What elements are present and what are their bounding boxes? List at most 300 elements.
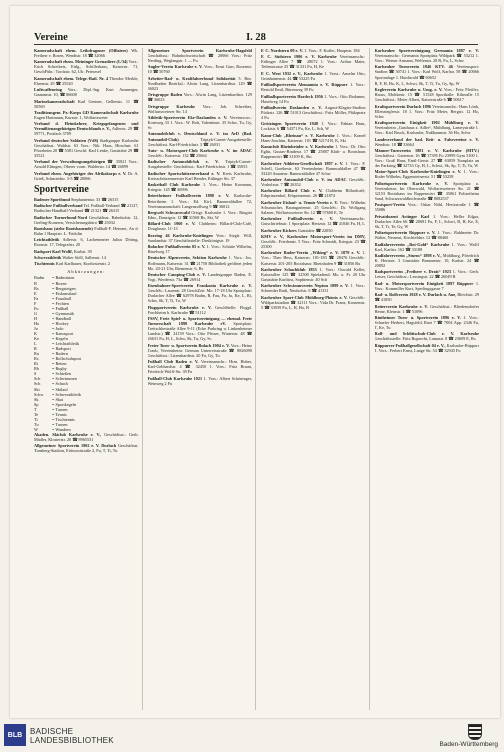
abbreviation-key: Ju [34,325,38,331]
abbreviation-key: Ti [34,416,38,422]
club-details: Geschäftsst. Turnberg-Stadion, Eisbooststraße 2, Fu, T, Ti, Tu [34,443,139,454]
club-details: Vors.: Wilhelm Schumacher, Baumgartenstr. 25 GeschSt.: Dr. Wolfgang Salzner, Wolfartsweierer Str. 12 ☎ 57600 E, Te [261,199,366,215]
club-entry [375,253,480,268]
club-details: Kreis Karlsruhe, Kreisschützenmeister Karl Bender, Ettlinger Str. 37 [147,170,252,181]
club-entry [261,216,366,226]
club-details: Karlstr. 39 [73,248,92,254]
club-details: Wendtstr. 18 ☎ 33664 [374,141,414,147]
club-details: Vereinsanschr.: Hrm. Huber, Karl-Gebhardstr. 4 ☎ 32450 1. Vors.: Fritz Braun, Friedrich-Wolff-Str. 39 Fu [147,359,252,375]
club-name: Flugsportverein Karlsruhe e. V. [147,304,212,310]
club-entry [375,343,480,353]
abbreviation-key: G [34,310,38,316]
club-details: Dr. A. Grieß, Schmiedstr. 3-5 ☎ 20066 [34,170,139,181]
club-details: Vereinsanschr.: Ettlinger Allee 7 ☎ 28072 1. Vors.: Arthur Maier, Teilenstrasse 25 ☎ 31331 Fu, H, Ke [261,54,366,70]
club-entry [261,144,366,159]
abbreviation-key: T [34,406,37,412]
club-name: Automobilclub v. Deutschland e. V. im AvD (Bad. Automobil-Club) [147,131,252,142]
club-name: Marinekameradschaft [34,98,75,104]
club-name: Allgemeiner Sportverein Karlsruhe-Hagsfeld [147,48,252,53]
abbreviation-key: H [34,315,38,321]
club-details: 1. Vors.: Wolff Karl, Karlstr. 162 ☎ 33188 [374,241,479,252]
club-entry [261,82,366,92]
club-entry [148,210,253,220]
abbreviation-key: Fu [34,305,39,311]
section-title: Sportvereine [34,183,89,195]
club-details: 1. Vors.: Schaefer Herbert, Hagsfeld, Ruet 7 ☎ 7004 App. 2346 Fu, T, Ke, Tu [374,314,479,330]
club-details: GeschSt.: Laurentr. 28 GeschZeit: Mo. 17-18 Uhr Sportplatz: Durlacher Allee ☎ 62978 Badm, B, Fau, Fu, Ju, Ke, L, Ri, Schw, Sk, T, Ti, Tu, W [147,288,252,304]
club-entry [148,104,253,114]
club-details: Theodor Merkle, Ehrenstr. 29 ☎ 25520 [34,75,139,86]
club-name: Kanu-Club „Rheinau“ e. V. Karlsruhe [261,132,335,138]
abbreviation-key: L [34,341,37,347]
club-details: Adlerstr. 29 ☎ 59771, Postfach 3709 [34,126,139,137]
club-name: Kameradschaft ehem. Leibdragoner (Offiziere) [34,48,128,53]
club-details: Triptyk-Carnet-Ausgabestelle: Geschäftsst.: Karl-Friedrichstr. 1 ☎ 35053 [147,159,252,170]
club-entry [148,233,253,243]
club-entry [375,315,480,330]
abbreviation-key: Tu [34,421,39,427]
club-name: Karlsruher Ruder-Verein „Wiking“ e. V. 1879 e. V. [261,250,361,256]
abbreviation-meaning: = Turnen [52,406,68,412]
club-name: Fußball-Club Karlsruhe 1921 [147,375,203,381]
club-entry [34,237,139,247]
club-details: Sportplatz u. Vereinsheim: Im Oberwald, Wolfartsweierer Str. 21 ☎ 32153 Bootshaus im Rappenwört ☎ 35061 Polizeiheim Sand, Schwarzwaldhochstraße ☎ 8082537 [374,180,479,201]
club-name: F. C. Nordstern 09 e. V. [261,48,304,53]
library-name-line1: BADISCHE [30,727,74,736]
state-name: Baden-Württemberg [439,741,498,748]
club-name: Auto- u. Motorsport-Club Karlsruhe e. V. im ADAC [147,147,252,153]
club-details: Gaststätte ☎ 22050 [297,227,333,233]
club-name: Kraftsportverein Einigkeit 1902 Mühlburg e. V. [374,120,479,126]
club-details: Walter Stöll, Sallenstr. 14 [62,255,106,261]
club-name: Deutscher Camping-Club e. V. [147,271,206,277]
club-entry [261,228,366,233]
club-entry [148,255,253,270]
club-entry [148,376,253,386]
abbreviation-key: E [34,290,37,296]
abbreviation-meaning: = Kanusport [52,331,74,336]
abbreviation-key: Bs [34,285,39,291]
club-details: Adlerstr. 6, Lachenmeier Julius Döring, Roonstr. 17, Telegrafstr. 20 [34,237,139,248]
club-name: Karlsruher Schachklub 1853 [261,266,317,272]
club-name: F. C. Südstern 1906 e. V. Karlsruhe [261,54,337,60]
club-entry [148,244,253,254]
club-name: Karlsruher Schwimmverein Neptun 1899 e. V. [261,283,349,289]
club-name: Kanuclub Rheinbrüder e. V. Karlsruhe [261,144,334,150]
abbreviation-key: B [34,280,37,286]
club-details: Vors.: Heinz Traub, Vereinsheim: German Unterreisstraße ☎ 8826090 Geschäftsst.: Litzenhardtstr. 20 Fu, Gy, Tu [147,342,252,358]
club-name: Billard-Club 1960 e. V. [147,221,196,227]
club-details: 1. Vors.: Rahlmeier Dr. Walter, Neureut, Kirchfeldstr. 12 ☎ 88460 [374,230,479,241]
club-details: GeschSt.: Vorholzstr. 7 ☎ 26352 [261,177,366,188]
club-details: 1. Vors.: Oswald Keller, Kaiserallee 125 ☎ 32500 Spieladend: Mo. u. Fr. 20 Uhr Gaststätte Kurfürst, Sophienstr. 40 Sch [261,266,366,282]
abbreviation-key: Rs [34,356,39,362]
club-details: Karl Karlbauer, Kurfürstenstr. 2 [55,261,111,267]
club-details: Mühlburg, Pfriedrich K. Hertzstr. 3 Gaststätte Brunnenstr. 10, Karlstr. 24 ☎ 20892 [374,252,480,268]
club-entry [375,304,480,314]
club-entry [148,272,253,282]
club-details: Geschäftsst.: Bahnhofswirtschaft ☎ 20066 Vors.: Fritz Nerding, Weglangstr. 1 — Fu [147,53,252,64]
club-details: Vors.: Alwin Lang, Litzenhardtstr. 129 ☎ 36023 [147,92,252,103]
club-entry [261,188,366,198]
club-name: Karlsruher Fußballverein e. V. [261,216,334,222]
club-details: GeschStelle: Flugpl. Forchheim b. Karlsruhe ☎ 51112 [147,304,252,315]
club-name: Fußballsportverein Hardeck 1956 [261,93,323,99]
abbreviation-key: Fa [34,295,39,301]
club-entry [375,242,480,252]
abbreviation-meaning: = Turnen [52,421,68,427]
club-entry [34,215,139,225]
club-details: GeschSt.: Friedenstr. 5 Vors.: Fritz Schmidt, Kriegstr. 23 ☎ 25300 [261,239,366,250]
club-name: Fußballverein Daxlanden e. V. [261,104,322,110]
club-details: Clubheim Billardcafé, Erbprinzenhof, Erbprinzenstr. 26 ☎ 21874 [261,188,366,199]
club-details: Geschäftsst.: Bliedensdorfer Heine, Kleinstr. 1 ☎ 51096 [374,303,480,314]
running-head-section: Vereine [34,32,68,43]
running-head [34,32,478,45]
club-entry [148,193,253,208]
abbreviation-meaning: = Hockey [52,320,69,326]
club-name: Badischer Automobilclub e. V. [147,159,219,165]
club-name: Verband deutscher Soldaten (VdS) [34,137,99,143]
abbreviation-meaning: = Schwerathletik [52,391,81,397]
club-entry [261,234,366,249]
club-entry [34,249,139,254]
abbreviation-key: Rb [34,366,39,372]
club-entry [34,138,139,158]
club-name: Kraftsportverein Durlach 1896 [374,103,432,109]
abbreviation-key: Badm [34,275,45,281]
club-name: Karlsruher Sport-Club Mühlburg-Phönix e. V. [261,294,348,300]
club-entry [148,182,253,192]
abbreviation-meaning: = Eiskunstlauf [52,290,77,296]
club-name: KMV e. V., Karlsruher Motorsport-Verein im DMV, [261,234,366,239]
text-columns [34,48,482,710]
club-entry [148,316,253,341]
club-name: Boxring 46 Karlsruhe-Knielingen [147,232,213,238]
club-name: Badischer Turnerbund-Nord [34,214,88,220]
club-name: Athletik-Sportverein Eke-Daxlanden e. V. [147,115,228,121]
abbreviation-meaning: = Schach [52,381,68,387]
club-details: Vereinsvors.: Kornweg 33 1. Vors.: W. Roh, Valentinstr. 35 Schw, Tu, Gy, Sc [147,115,252,131]
club-details: 1. Vors.: Gerh. Leiser, Geschäftsst.: Lessingstr. 22 ☎ 26049 R [374,269,479,280]
abbreviation-meaning: = Schwimmen [52,376,77,382]
club-details: 1. Vors.: Jos. Hoffmann, Kaiserstr. 31 ☎ 21758 Bibliothek geöffnet jeden Mo. 20-21 Uhr, Riemenstr. 6, Bs [147,255,252,271]
club-entry [375,269,480,279]
library-name [30,727,114,745]
club-details: Clubheim: Billard-Club-Café, Douglasstr. 11-13 [147,221,253,232]
club-entry [261,295,366,310]
club-details: 1. Vors.: Schütte Wilhelm, Haselweg 17 [147,244,252,255]
club-entry [375,202,480,212]
club-entry [375,148,480,168]
club-entry [375,181,480,201]
club-name: Kameradschaft ehem. Telegr.-Batl. Nr. 4 [34,75,109,81]
club-name: Schwerathletik [34,255,62,261]
club-entry [34,432,139,442]
abbreviation-meaning: = Fechten [52,300,69,306]
club-entry [261,71,366,81]
abbreviation-key: S [34,371,37,377]
club-name: Traditionsgem. Pz.-Korps GD Kameradschaft Karlsruhe [34,110,139,115]
club-details: Vors.: Oskar Nöhl, Hertzstraße 1 ☎ 55086 [374,202,479,213]
club-details: 1. Vors.: Albert Schöninger, Weinweg 2 Fu [147,375,253,386]
directory-page [10,6,500,718]
club-details: 1. Vors.: Otto Bodamer, Haselweg 14 Fu [261,93,366,104]
club-name: Rüppurrer Fußballgesellschaft 04 e. V., [374,342,446,348]
club-entry [375,87,480,102]
column-2 [148,48,257,710]
club-entry [34,159,139,169]
abbreviation-meaning: = Faustball [52,295,72,301]
club-name: Bootshaus (siehe Bootsbauende) [34,225,93,231]
state-crest-icon [468,724,482,740]
club-name: Fußballsportverein Alemannia e. V. Rüppurr [261,82,348,88]
club-entry [34,443,139,453]
club-entry [34,261,139,266]
club-entry [148,76,253,91]
club-entry [148,171,253,181]
club-name: Karlsruher Eislauf- u. Tennis-Verein e. V. [261,199,338,205]
club-entry [34,171,139,181]
club-entry [375,81,480,86]
club-details: Vereinsanschr.: Gutschtriebsstr. 1 Sportplatz: Hertzstr. 12 ☎ 41046 Fu, H, L [261,216,366,227]
club-entry [261,177,366,187]
club-details: Tel. Fußball-Verband ☎ 21127, Badischer Handball-Verband ☎ 21321 ☎ 26315 [34,203,139,214]
club-name: Badischer Sportschützenverband e. V. [147,170,221,176]
club-details: 1. Vorst.: Anselm Otto, Grünhainenstr. 44 ☎ 53225 Fu [261,70,366,81]
club-details: Fußball-F. Heinzer, An d. Bahn 1 Hauptstr. L. Fridolin [34,225,139,236]
club-name: Eisenbahner-Sportverein Frankonia Karlsruhe e. V. [147,283,252,289]
abbreviation-key: Te [34,411,39,417]
abbreviation-key: Ski [34,386,40,392]
club-name: Polizeisportverein Rüppurr e. V. [374,230,436,236]
club-details: 1. Vors.: Theo Hess, Kaiserstr. 181-183 ☎ 28476 GeschSt.: Kaiserstr. 201-205 Bootshaus: Rheinhafen 9 ☎ 31856 Ru [261,250,366,266]
abbreviation-meaning: = Rudern [52,351,68,357]
club-details: Vors.: Erich Schreibeis, Ettlg., Schillerhaus, Kaiserstr. 71, GeschFühr.: Torckstr. 62, Ulr. Peterzsel [34,59,139,75]
abbreviation-key: K [34,331,38,336]
club-name: Radfahrerverein „Rot-Gold“ Karlsruhe [374,241,450,247]
abbreviation-meaning: = Handball [52,315,72,321]
abbreviation-key: R [34,346,37,352]
club-details: Sportplatz: Treitschkestraße Allee 9-11 (Ecke Parkring u. Linkenheimer Landstr.) ☎ 24159 Vors.: Otto Pfisser, Winterstr. 48 ☎ 26631 Fu, H, L, Schw, Sk, Tu, Gy, Sc [147,321,253,342]
club-name: FSSV, Freie Spiel- u. Sportvereinigung — ehemal. Freie Turnerschaft 1898 Karlsruhe eV. [147,316,252,327]
club-details: Vereinssport: Stadion ☎ 30741 1. Vors.: Karl Wolf, Karlstr. 58 ☎ 20066 Sportanlage 1. Hardtwald ☎ 60652 [374,64,479,80]
club-details: 1. Vors.: Kommiller Kurt, Sperlingsgasse 7 [374,280,479,291]
club-details: Karlsruhe-Rüppurr 1. Vors.: Ferbert Ernst, Lange Str. 54 ☎ 32945 Fu [374,342,479,353]
abbreviation-meaning: = Badminton [52,275,75,281]
club-entry [148,305,253,315]
club-name: Allgemeiner Sportverein 1902 e. V. Durlach [34,443,117,449]
club-entry [375,230,480,240]
club-entry [34,87,139,97]
club-name: Privatdozent Artinger Karl [374,213,430,219]
abbreviation-meaning: = Fußball [52,305,69,311]
club-entry [148,64,253,74]
club-entry [261,267,366,282]
abbreviation-key: Sp [34,401,39,407]
club-details: Stadtgruppe Karlsruhe Geschäftsst. Waldstr. 63 Vors.: Nik. Haas, Hirschstr. 61 Pforzheim 20 ☎ 5381 Geschf. Karl Lenke, Gaststätte 29 ☎ 35521 [34,137,139,158]
abbreviation-meaning: = Tischtennis [52,416,75,422]
club-name: Arbeiter-Rad- u. Kraftfahrerbund Solidarität [147,75,236,81]
club-name: Karlsruher Automobil-Club e. V. im ADAC [261,177,347,183]
club-details: Geschäftsst.: Gerh. Mädler, Klosterstr. 20 ☎ 8965531 [34,431,139,442]
club-name: Radsportverein „Freiherr v. Drais“ 1923 [374,269,451,275]
club-details: Geschäftsst.: Gartenstr. 16 ☎ 37395 Fu 23999 Gym 3100 1. Vors.: Gruß Hans, Emil-Gerstr. 27 ☎ 63059 Turnplatz an der Parkring ☎ 32733 Gy, H, L, Schwi, Sk, Sp, T, Ti, Tu, W [374,152,479,169]
club-name: Radsport Karl Wolff, [34,248,73,254]
club-entry [375,169,480,179]
abbreviation-meaning: = Sportkegeln [52,401,76,407]
club-entry [148,115,253,130]
abbreviation-meaning: = Gymnastik [52,310,75,316]
club-entry [34,226,139,236]
club-name: Verband d. Heimkehrer, Kriegsgefangenen und Vermißtenangehörigen Deutschlands e. V., [34,121,139,132]
club-name: Angler-Verein Karlsruhe e. V. [147,64,203,70]
abbreviation-key: W [34,426,39,432]
abbreviation-meaning: = Radsport [52,346,71,352]
club-name: Karlsruher Athleten-Gesellschaft 1897 e. V. [261,160,344,166]
club-name: Karlsruher Billard Club e. V. [261,188,323,194]
abbreviation-key: Ho [34,320,40,326]
club-name: Ortsgruppe Karlsruhe [147,103,196,109]
club-name: Reiterverein Karlsruhe e. V. [374,303,429,309]
abbreviation-meaning: = Skilauf [52,386,68,392]
club-name: Verband ehem. Angehöriger des Afrikakorps e. V. [34,170,127,176]
club-entry [34,76,139,86]
club-entry [34,121,139,136]
club-entry [34,255,139,260]
club-name: Karlsruher Kickers [261,227,297,233]
club-entry [261,105,366,120]
club-details: B, F, H, Ho, K, L, Schwi, Sk, T, Ti, Tu, Gy, Sp, W [374,80,460,86]
club-details: Vors.: Fritz Pfeiffer, Hauss, Moltkestr. 15 ☎ 51528 Sporthalle: Kiheralle 15 Geschäftsst.: Meier Albert, Kaiserstraße 6 ☎ 50617 [374,87,479,103]
club-details: 1. Vors.: Heller Edgar, Durlacher Allee 66 ☎ 20681 Fu, F, L, Schwi, B, H, Ke, E, Sk, T, Ti, Te, Gy, W [374,213,480,229]
club-name: Ortsgruppe Baden [147,92,183,98]
abbreviation-meaning: = Tennis [52,411,67,417]
club-entry [261,200,366,215]
club-entry [148,221,253,231]
club-name: Polizeisportverein Karlsruhe e. V. [374,180,448,186]
club-entry [375,120,480,135]
abbreviation-meaning: = Reiten [52,361,67,367]
club-details: 1. Vors.: Roder Wilhelm, Eggensteinerstr. 51 ☎ 53258 [374,169,480,180]
club-name: Kameradschaft ehem. Meininger Grenadiere (I./34) [34,59,128,65]
club-entry [261,121,366,131]
club-entry [375,331,480,341]
abbreviation-meaning: = Leichtathletik [52,341,80,347]
club-name: Roll- und Schlittschuh-Club e. V. Karlsruhe [374,331,479,337]
club-details: 1. Vors.: Fabian Hans, Lockistr. 6 ☎ 54371 Fu, Ke, L, Sch, W [261,121,366,132]
club-entry [261,94,366,104]
club-name: Fußball Club Baden e. V. [147,359,199,365]
club-entry [148,92,253,102]
club-entry [148,159,253,169]
club-entry [148,343,253,358]
club-entry [375,214,480,229]
club-entry [375,281,480,291]
club-entry [34,48,139,58]
club-entry [148,131,253,146]
club-details: Wk. Freiherr v. Rosen, Wendtstr. 18 ☎ 32066 [34,48,139,59]
club-entry [148,148,253,158]
club-entry [375,104,480,119]
club-details: Bleichstr. 29 ☎ 41850 [374,292,479,303]
club-entry [148,283,253,303]
abbreviation-key: Sch [34,376,41,382]
club-details: Karlsruhe-Beiertheim 1. Vors.: Ed. Kirf, Bannwaldallee 72, Vereinsmannschaft: Langenzollweg 9 ☎ 36812 [147,193,253,209]
club-entry [261,250,366,265]
club-details: Vereinsanschr.: Hans Lönh, Ellenzieglerstr. 18 1. Vors.: Fritz Meier, Bergstr. 12 Ho, Schw [374,103,479,119]
club-name: Radfahrerverein „Sturm“ 1898 e. V., [374,252,442,258]
abbreviation-key: Schw [34,391,44,397]
club-entry [261,283,366,293]
abbreviation-key: Ru [34,351,39,357]
abbreviation-key: Sch [34,381,41,387]
club-entry [148,359,253,374]
club-name: Rintheimer Turn- u. Sportverein 1896 e. V. [374,314,461,320]
column-4 [375,48,483,710]
club-details: Landesgruppe Baden, E. Vogt, Werderstr. 73a ☎ 26914 [147,271,253,282]
club-entry [261,48,366,53]
club-name: Akaden. Skiclub Karlsruhe e. V., [34,431,102,437]
club-entry [148,48,253,63]
club-details: Vereinsanschr.: Germania Sportplatz Wildpark ☎ 53212 1. Vors.: Werner Armann, Welfenstr. 28 B, Fu, L, Schw [374,53,479,64]
abbreviation-meaning: = Kegeln [52,336,68,342]
abbreviation-key: F [34,300,37,306]
club-name: Freier Turn- u. Sportverein Bulach 1904 e. V. [147,342,230,348]
club-details: Vors.: Siegfr. Will, Saarlandstr. 37 Geschäftsstelle: Dreikönigstr. 19 [147,232,252,243]
abbreviation-meaning: = Boxen [52,280,67,286]
abbreviation-meaning: = Schießen [52,371,72,377]
club-name: Bergwelt Schwarzwald [147,209,190,215]
club-name: Postsport-Verein [374,202,405,208]
club-details: Ortsgr. Karlsruhe 1. Vors.: Ringier Edm., Danzigstr. 12 ☎ 31568 Bs, Ski, W [147,209,253,220]
club-name: Karlsruher Turnverein 1846 KTV. 46 [374,64,453,70]
club-name: Kegleverein Karlsruhe u. Umg. e. V. [374,87,443,93]
abbreviation-meaning: = Bergsteigen [52,285,76,291]
club-name: Karlsruher Sportvereinigung Germania 1887 e. V. [374,48,479,53]
club-entry [375,137,480,147]
abbreviation-key: Ke [34,336,39,342]
club-name: Rad- u. Rollverein 1928 e. V. Durlach u. Aue, [374,292,457,298]
club-details: Triptyk-Carnet-Ausgabestelle: Geschäftsst. Karl-Friedrichstr. 3 ☎ 26031 [147,136,252,147]
club-name: Leichtathletik [34,237,60,243]
club-name: F. C. West 1932 e. V., Karlsruhe [261,70,323,76]
club-name: Männer-Turnverein 1881 e. V. Karlsruhe (MTV.) [374,147,479,153]
club-entry [34,203,139,213]
club-entry [375,292,480,302]
club-entry [34,197,139,202]
library-name-line2: LANDESBIBLIOTHEK [30,736,114,745]
column-3 [261,48,370,710]
club-details: 1. Vors.: F. Kuffer, Hauptstr. 184 [304,48,360,53]
club-entry [34,110,139,120]
club-entry [375,48,480,63]
club-details: GeschSt.: Kaiserstr. 132 ☎ 25664 [147,152,207,158]
club-name: Deutscher Alpenverein, Sektion Karlsruhe [147,255,227,261]
club-name: Badener Sportbund [34,196,70,202]
club-details: Stephanienstr. 33 ☎ 26315 [71,196,119,202]
club-details: Vors.: Ernst Gurr, Rosenstr. 10 ☎ 50760 [147,64,252,75]
club-name: Grötzingen Sportverein 1948 [261,121,318,127]
club-details: 1. Vors.: Kranel Hans-Joachim, Kaiserstr. 101 ☎ 52174 B, K, Ski [261,132,366,143]
abbreviation-meaning: = Judo [52,325,64,331]
club-details: 1. Vors.: Dr. Otto Eglin, Gustav-Rindestr. 17 ☎ 25887 Klub- u. Bootshaus Rappenwört ☎ 31109 K, Ski [261,144,366,160]
club-entry [34,59,139,74]
club-name: Rad- u. Motorsportverein Einigkeit 1897 Rüppurr [374,280,474,286]
abbreviation-meaning: = Skat [52,396,64,402]
club-name: Motor-Sport-Club Karlsruhe-Knielingen e. V. [374,169,462,175]
column-1 [34,48,143,710]
